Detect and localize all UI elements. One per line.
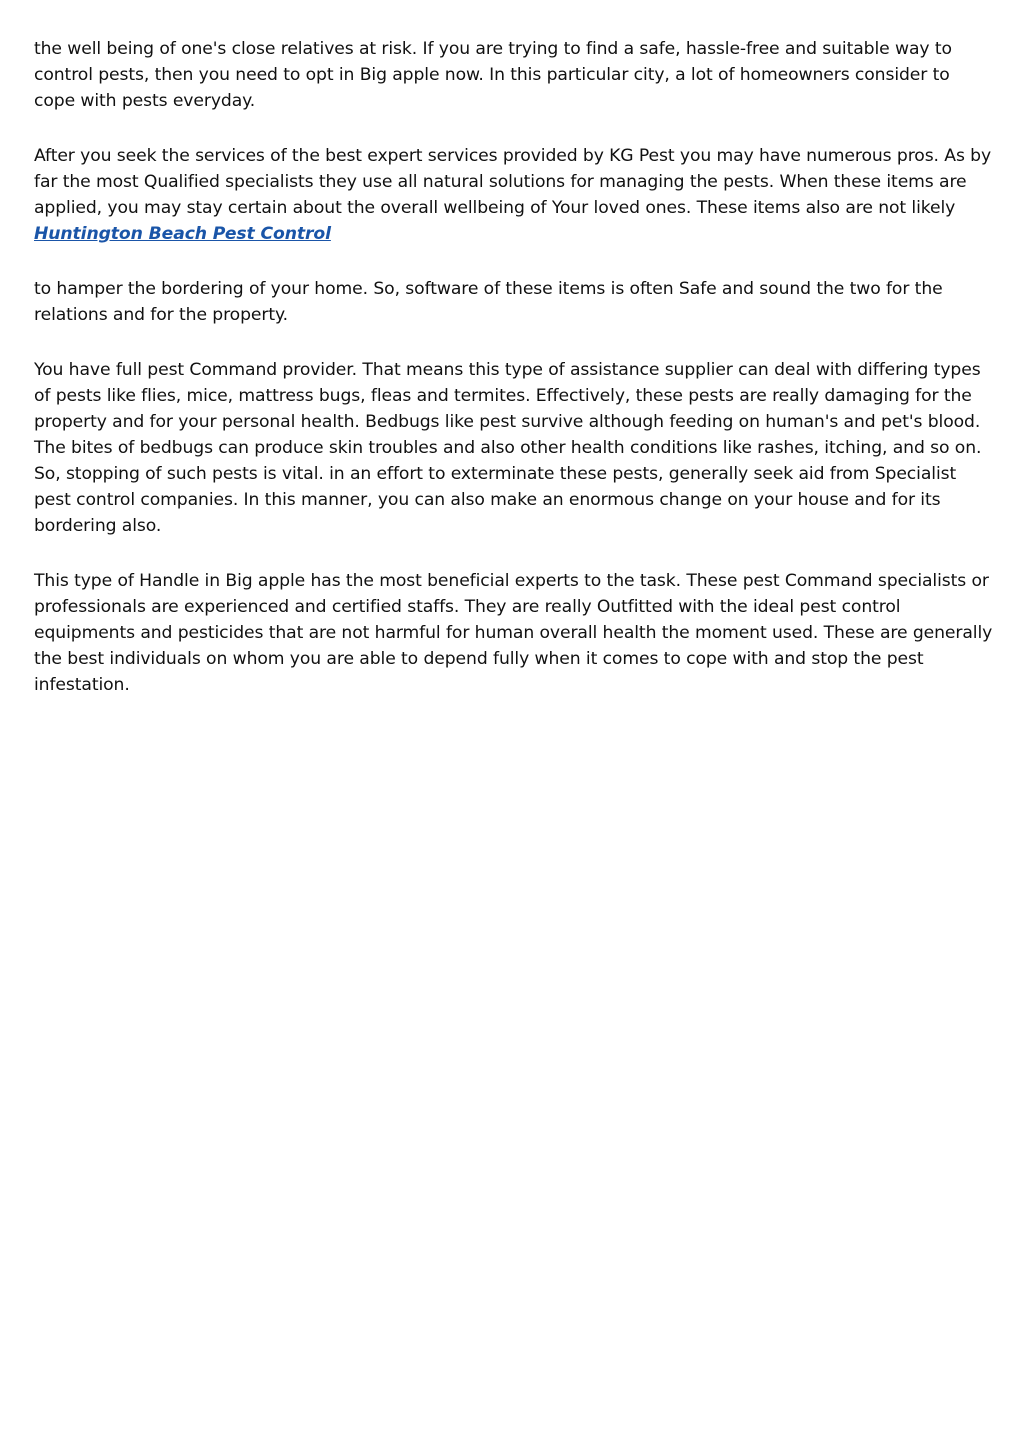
paragraph-3: to hamper the bordering of your home. So, software of these items is often Safe and sound the two for the relations and for the property. (34, 279, 943, 325)
huntington-beach-pest-control-link[interactable]: Huntington Beach Pest Control (34, 224, 331, 244)
paragraph-4: You have full pest Command provider. That means this type of assistance supplier can deal with differing types of pests like flies, mice, mattress bugs, fleas and termites. Effectively, these pests are really damaging for the property and for your personal health. Bedbugs like pest survive although feeding on human's and pet's blood. The bites of bedbugs can produce skin troubles and also other health conditions like rashes, itching, and so on. So, stopping of such pests is vital. in an effort to exterminate these pests, generally seek aid from Specialist pest control companies. In this manner, you can also make an enormous change on your house and for its bordering also. (34, 360, 982, 536)
paragraph-2 (34, 143, 994, 247)
paragraph-2-text: After you seek the services of the best expert services provided by KG Pest you may have numerous pros. As by far the most Qualified specialists they use all natural solutions for managing the pests. When these items are applied, you may stay certain about the overall wellbeing of Your loved ones. These items also are not likely (34, 146, 992, 218)
paragraph-5: This type of Handle in Big apple has the most beneficial experts to the task. These pest Command specialists or professionals are experienced and certified staffs. They are really Outfitted with the ideal pest control equipments and pesticides that are not harmful for human overall health the moment used. These are generally the best individuals on whom you are able to depend fully when it comes to cope with and stop the pest infestation. (34, 571, 993, 695)
paragraph-1: the well being of one's close relatives at risk. If you are trying to find a safe, hassle-free and suitable way to control pests, then you need to opt in Big apple now. In this particular city, a lot of homeowners consider to cope with pests everyday. (34, 39, 952, 111)
document-body (34, 36, 994, 727)
